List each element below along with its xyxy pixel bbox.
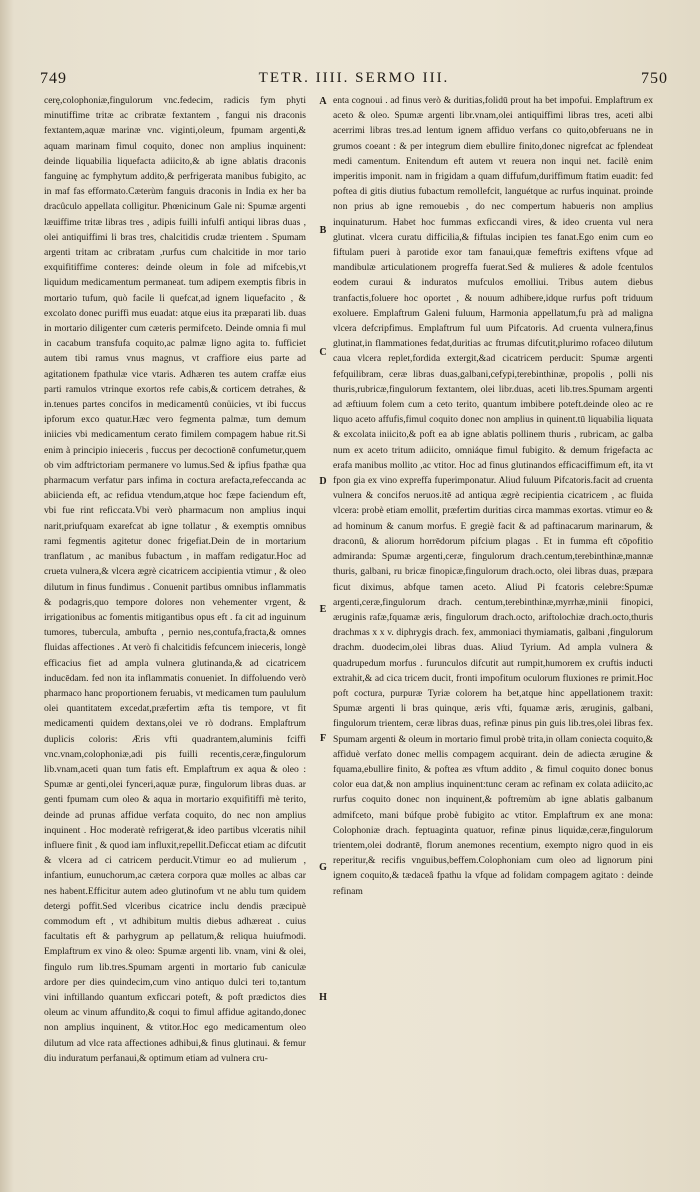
margin-letter-h: H xyxy=(319,992,327,1003)
margin-letter-c: C xyxy=(319,347,327,358)
page-number-left: 749 xyxy=(40,70,67,87)
margin-letter-d: D xyxy=(319,476,327,487)
margin-letter-f: F xyxy=(319,733,327,744)
right-column-text: enta cognoui . ad finus verò & duritias,folidū prout ha bet impofui. Emplaftrum ex aceto & oleo. Spumæ argenti libr.vnam,olei antiquiffimi libras tres, aceti albi acerrimi libras tres.ad lentum ignem affiduo verfans co quito,obferuans ne in grumos coeant : & per integrum diem ebullire finito,donec nigrefcat ac fplendeat medi camentum. Enitendum eft autem vt reuera non inqui net. facilè enim imperitis imponit. nam in frigidam a quam diffufum,duriffimum ftatim euadit: fed poftea di gitis diutius fubactum remollefcit, languétque ac rurfus inquinat. proinde non prius ab igne remouebis , do nec compertum habueris non amplius inquinaturum. Habet hoc fummas exficcandi vires, & ideo cruenta vul nera glutinat. vlcera curatu difficilia,& fiftulas incipien tes fanat.Ego enim cum eo fiftulam pueri à parotide exor tam fanaui,quæ femeftris exiftens vfque ad mandibulæ articulationem progreffa fuerat.Sed & mulieres & adole fcentulos eodem curaui & induratos mufculos emolliui. Tribus autem diebus tranfactis,foluere hoc oportet , & nouum adhibere,idque rurfus poft triduum exoluere. Emplaftrum Galeni fuluum, Harmonia appellatum,fu prà ad maligna vlcera defcripfimus. Emplaftrum ful uum Pifcatoris. Ad cruenta vulnera,finus glutinat,in flammationes fedat,duritias ac ftrumas difcutit,plurimo rofaceo dilutum caua vlcera replet,fordida extergit,&ad cicatricem perducit: Spumæ argenti fefquilibram, ceræ libras duas,galbani,cefypi,terebinthinæ, propolis , polli nis thuris,rubricæ,fingulorum fextantem, olei libr.duas, aceti lib.tres.Spumam argenti ad æftiuum folem cum a ceto terito, quantum imbibere poteft.deinde oleo ac re liquo aceto affufis,fimul coquito donec non amplius in quinent.tū liquabilia liquata & excolata iniicito,& poft ea ab igne ablatis pollinem thuris , rubricam, ac galba num ex aceto tritum adiicito, omniáque fimul fubigito. & demum frigefacta ac erafa manibus mollito ,ac vtitor. Hoc ad finus glutinandos efficaciffimum eft, ita vt fpon gia ex vino expreffa fuperimponatur. Aliud fuluum Pifcatoris.facit ad cruenta vulnera & concifos neruos.itē ad antiqua ægrè recipientia cicatricem , ac fluida vlcera: probè etiam emollit, præfertim duritias circa mammas exortas. vtimur eo & ad hominum & canum morfus. E gregiè facit & ad paftinacarum marinarum, & draconū, & aliorum horrēdorum pifcium plagas . Et in fumma eft cōpofitio admiranda: Spumæ argenti,ceræ, fingulorum drach.centum,terebinthinæ,mannæ thuris, galbani, ru bricæ finopicæ,fingulorum drach.octo, olei libras duas, præpara ficut diximus, abfque tamen aceto. Aliud Pi fcatoris celebre:Spumæ argenti,ceræ,fingulorum drach. centum,terebinthinæ,myrrhæ,minii finopici, æruginis rafæ,fquamæ æris, fingulorum drach.octo, ariftolochiæ drach.octo,thuris drachmas x x v. diphrygis drach. fex, ammoniaci thymiamatis, galbani ,fingulorum drachm. duodecim,olei libras duas. Aliud Tyrium. Ad ampla vulnera & quadrupedum morfus . furunculos difcutit aut rumpit,humorem ex cruftis inducti extrahit,& ad cica tricem ducit, fronti impofitum oculorum fluxiones re primit.Hoc poft coctura, purpuræ Tyriæ colorem ha bet,atque hinc appellationem traxit: Spumæ argenti li bras quinque, æris vfti, fquamæ æris, æruginis, galbani, fingulorum trientem, ceræ libras duas, refinæ pinus pin guis lib.tres,olei libras fex. Spumam argenti & oleum in mortario fimul probè trita,in ollam coniecta coquito,& affiduè verfato donec mellis compagem acquirant. dein de adiecta ærugine & fquama,ebullire finito, & poftea æs vftum addito , & fimul coquito donec bonus color eua dat,& non amplius inquinent:tunc ceram ac refinam ex colata adiicito,ac rurfus coquito donec non inquinent,& poftremùm ab igne ablatis galbanum admifceto, mani búfque probè fubigito ac vtitor. Emplaftrum ex ane mona: Colophoniæ drach. feptuaginta quatuor, refinæ pinus liquidæ,ceræ,fingulorum trientem,olei dodrantē, florum anemones recentium, exempto nigro quod in eis reperitur,& recifis vnguibus,beffem.Colophoniam cum oleo ad lignorum pini ignem coquito,& tædaceâ fpathu la vfque ad folidam compagem agitato : deinde refinam xyxy=(333,95,653,897)
left-column xyxy=(44,93,306,1113)
margin-letter-e: E xyxy=(319,604,327,615)
page-header xyxy=(40,70,668,92)
left-column-text: cerę,colophoniæ,fingulorum vnc.fedecim, radicis fym phyti minutiffime tritæ ac cribratæ fextantem , fangui nis draconis fextantem,aquæ marinæ vnc. viginti,oleum, fpumam argenti,& aquam marinam fimul coquito, donec non amplius inquinent: deinde liquabilia liquefacta adiicito,& ab igne ablatis draconis fanguinę ac fymphytum addito,& perfrigerata manibus fubigito, ac in maf fas efformato.Cæterùm fanguis draconis in India ex her ba dracûculo appellata colligitur. Phœnicinum Gale ni: Spumæ argenti læuiffime tritæ libras tres , adipis fuilli infulfi antiqui libras duas , olei antiquiffimi li bras tres, chalcitidis crudæ trientem . Spumam argenti tritam ac cribratam ,rurfus cum chalcitide in mor tario exquifitiffime conteres: deinde oleum in fole ad mifcebis,vt liquidum medicamentum permaneat. tum adipem exemptis fibris in mortario tufum, quò facile li quefcat,ad ignem liquefacito , & excolato donec puriffi mus euadat: atque eius ita præparati lib. duas in mortario diligenter cum cæteris permifceto. Deinde omnia fi mul in cacabum transfufa coquito,ac palmæ ligno agita to. fufficiet autem tibi ramus vnus magnus, vt craffiore eius parte ad agitationem fpathulæ vice vtaris. Adhæren tes autem craffæ eius parti ramulos vtrinque exortos refe cabis,& corticem detrahes, & in.tenues partes concifos in medicamentû conüicies, vt ibi fuccus ipforum exco quatur.Hæc vero fegmenta palmæ, tum demum iniicies vbi medicamentum cerato fimilem compagem habue rit.Si enim à principio inieceris , fuccus per decoctionē confumetur,quem ob vim adftrictoriam permanere vo lumus.Sed & ipfius fpathæ qua pharmacum verfatur pars infima in coctura arefacta,refeccanda ac abiicienda eft, ac refidua vtendum,atque hoc fæpe faciendum eft, vbi fue rint reficcata.Vbi verò pharmacum non amplius inqui narit,priufquam exarefcat ab igne tollatur , & exemptis omnibus rami fegmentis agitetur donec frigefiat.Dein de in mortarium tranflatum , ac manibus fubactum , in maffam redigatur.Hoc ad crueta vulnera,& vlcera ægrè cicatricem accipientia vtimur , & oleo dilutum in finus fundimus . Conuenit partibus omnibus inflammatis & podagris,quo tempore dolores non vehementer vrgent, & irrigationibus ac fomentis mitigantibus opus eft . fa cit ad inguinum tumores, tubercula, ambufta , pernio nes,contufa,fracta,& omnes fluidas affectiones . At verò fi chalcitidis fefcuncem inieceris, longè efficacius fiet ad ampla vulnera glutinanda,& ad cicatricem inducēdam. fed non ita inflammatis conueniet. In diffoluendo verò pharmaco hanc proportionem feruabis, vt medicamen tum paululum olei quantitatem excedat,præfertim æfta tis tempore, vt fit medicamenti quidem dextans,olei ve rò dodrans. Emplaftrum duplicis coloris: Æris vfti quadrantem,aluminis fciffi vnc.vnam,colophoniæ,adi pis fuilli recentis,ceræ,fingulorum lib.vnam,aceti quan tum fatis eft. Emplaftrum ex aqua & oleo : Spumæ ar genti,olei fynceri,aquæ puræ, fingulorum libras duas. ar genti fpumam cum oleo & aqua in mortario exquifitiffi mè terito, deinde ad prunas affidue verfata coquito, do nec non amplius inquinent . Hoc moderatè refrigerat,& ideo partibus vlceratis nihil influere finit , & quod iam influxit,repellit.Deficcat etiam ac difcutit & vlcera ad ci catricem perducit.Vtimur eo ad mulierum , infantium, eunuchorum,ac cætera corpora quæ molles ac albas car nes habent.Efficitur autem adeo glutinofum vt ne ablu tum quidem detergi poffit.Sed vlceribus cicatrice inclu dendis præcipuè commodum eft , vt adhibitum multis diebus adhæreat . cuius facultatis eft & parhygrum ap pellatum,& reliqua huiufmodi. Emplaftrum ex vino & oleo: Spumæ argenti lib. vnam, vini & olei, fingulo rum lib.tres.Spumam argenti in mortario fub caniculæ ardore per dies quindecim,cum vino antiquo dulci teri to,tantum vini inftillando quantum exficcari poteft, & poft prædictos dies oleum ac vinum affundito,& coqui to fimul affidue agitando,donec non amplius inquinent, & vtitor.Hoc ego medicamentum oleo dilutum ad vlce rata affectiones adhibui,& finus glutinaui. & femur diu induratum perfanaui,& optimum etiam ad vulnera cru- xyxy=(44,95,306,1064)
margin-letter-a: A xyxy=(319,96,327,107)
running-title: TETR. IIII. SERMO III. xyxy=(258,70,450,86)
margin-letter-g: G xyxy=(319,862,327,873)
page-number-right: 750 xyxy=(641,70,668,87)
margin-letter-b: B xyxy=(319,225,327,236)
right-column xyxy=(333,93,653,1113)
